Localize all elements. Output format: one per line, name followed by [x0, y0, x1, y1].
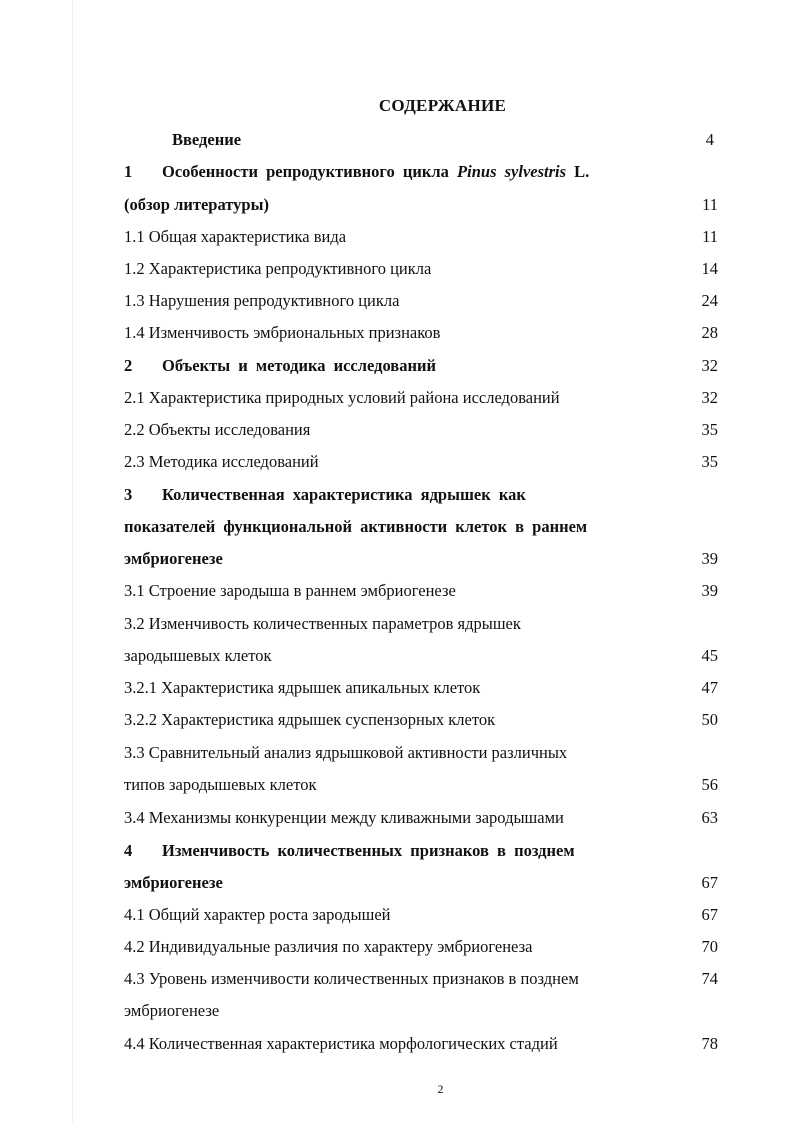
- toc-entry-label: 1.4 Изменчивость эмбриональных признаков: [124, 323, 441, 342]
- toc-entry-label: 4.3 Уровень изменчивости количественных признаков в позднем: [124, 969, 579, 988]
- toc-entry-label: 4.1 Общий характер роста зародышей: [124, 905, 391, 924]
- toc-entry-4-3-cont[interactable]: [124, 999, 718, 1023]
- toc-entry-page: 32: [701, 356, 718, 375]
- toc-entry-label: 1.1 Общая характеристика вида: [124, 227, 347, 246]
- toc-entry-label: 1.2 Характеристика репродуктивного цикла: [124, 259, 432, 278]
- toc-entry-label: эмбриогенезе: [124, 549, 223, 568]
- toc-entry-label: 3.4 Механизмы конкуренции между кливажными зародышами: [124, 808, 564, 827]
- toc-entry-3-3-cont[interactable]: [124, 773, 718, 797]
- toc-entry-label: [124, 354, 436, 378]
- toc-entry-introduction[interactable]: [124, 128, 718, 152]
- toc-entry-page: 45: [701, 646, 718, 665]
- toc-entry-page: 4: [705, 130, 714, 149]
- page-title: СОДЕРЖАНИЕ: [378, 96, 507, 115]
- toc-entry-page: 32: [701, 388, 718, 407]
- toc-entry-label: показателей функциональной активности клеток в раннем: [124, 517, 588, 536]
- toc-entry-4-2[interactable]: [124, 935, 718, 959]
- toc-entry-page: 67: [701, 905, 718, 924]
- toc-entry-3-2-cont[interactable]: [124, 644, 718, 668]
- chapter-title-text: Изменчивость количественных признаков в позднем: [162, 841, 575, 860]
- page-number: 2: [437, 1082, 444, 1096]
- toc-entry-page: 28: [701, 323, 718, 342]
- toc-entry-chapter-4-cont[interactable]: [124, 871, 718, 895]
- toc-entry-label: [124, 839, 575, 863]
- toc-entry-page: 11: [702, 195, 718, 214]
- toc-entry-page: 14: [701, 259, 718, 278]
- toc-entry-label: 4.4 Количественная характеристика морфологических стадий: [124, 1034, 558, 1053]
- toc-entry-label: 2.3 Методика исследований: [124, 452, 319, 471]
- chapter-number: 4: [124, 841, 133, 860]
- toc-entry-4-1[interactable]: [124, 903, 718, 927]
- toc-entry-chapter-2[interactable]: [124, 354, 718, 378]
- toc-entry-label: 4.2 Индивидуальные различия по характеру эмбриогенеза: [124, 937, 533, 956]
- toc-entry-page: 56: [701, 775, 718, 794]
- toc-entry-label: [124, 160, 589, 184]
- toc-entry-page: 35: [701, 420, 718, 439]
- chapter-number: 2: [124, 356, 133, 375]
- toc-entry-3-2-2[interactable]: [124, 708, 718, 732]
- toc-entry-chapter-3-cont[interactable]: [124, 515, 718, 539]
- toc-entry-label: 3.3 Сравнительный анализ ядрышковой активности различных: [124, 743, 568, 762]
- chapter-number: 3: [124, 485, 133, 504]
- toc-entry-label: 3.2.2 Характеристика ядрышек суспензорных клеток: [124, 710, 496, 729]
- toc-entry-3-2-1[interactable]: [124, 676, 718, 700]
- toc-entry-3-2[interactable]: [124, 612, 718, 636]
- toc-entry-page: 39: [701, 581, 718, 600]
- toc-entry-3-3[interactable]: [124, 741, 718, 765]
- toc-entry-chapter-4[interactable]: [124, 839, 718, 863]
- chapter-title-tail: L.: [574, 162, 590, 181]
- toc-entry-page: 35: [701, 452, 718, 471]
- toc-entry-label: эмбриогенезе: [124, 1001, 220, 1020]
- toc-entry-label: [124, 483, 526, 507]
- toc-entry-4-3[interactable]: [124, 967, 718, 991]
- toc-entry-page: 47: [701, 678, 718, 697]
- toc-entry-page: 50: [701, 710, 718, 729]
- toc-entry-label: 2.2 Объекты исследования: [124, 420, 311, 439]
- toc-entry-chapter-1[interactable]: [124, 160, 718, 184]
- toc-entry-label: эмбриогенезе: [124, 873, 223, 892]
- toc-entry-page: 39: [701, 549, 718, 568]
- chapter-title-text: Объекты и методика исследований: [162, 356, 436, 375]
- toc-entry-page: 70: [701, 937, 718, 956]
- toc-entry-label: 1.3 Нарушения репродуктивного цикла: [124, 291, 400, 310]
- toc-entry-1-3[interactable]: [124, 289, 718, 313]
- toc-entry-label: 3.2.1 Характеристика ядрышек апикальных клеток: [124, 678, 481, 697]
- toc-entry-2-3[interactable]: [124, 450, 718, 474]
- toc-entry-2-1[interactable]: [124, 386, 718, 410]
- chapter-title-text: Количественная характеристика ядрышек как: [162, 485, 526, 504]
- chapter-number: 1: [124, 162, 133, 181]
- chapter-title-text: Особенности репродуктивного цикла: [162, 162, 449, 181]
- toc-entry-chapter-3[interactable]: [124, 483, 718, 507]
- toc-entry-page: 11: [702, 227, 718, 246]
- toc-entry-page: 63: [701, 808, 718, 827]
- toc-entry-page: 78: [701, 1034, 718, 1053]
- toc-entry-label: 2.1 Характеристика природных условий района исследований: [124, 388, 560, 407]
- toc-entry-label: (обзор литературы): [124, 195, 269, 214]
- toc-entry-page: 74: [701, 969, 718, 988]
- toc-entry-label: 3.1 Строение зародыша в раннем эмбриогенезе: [124, 581, 456, 600]
- toc-entry-label: 3.2 Изменчивость количественных параметров ядрышек: [124, 614, 521, 633]
- toc-entry-4-4[interactable]: [124, 1032, 718, 1056]
- toc-entry-3-1[interactable]: [124, 579, 718, 603]
- toc-entry-1-2[interactable]: [124, 257, 718, 281]
- chapter-title-species: Pinus sylvestris: [457, 162, 567, 181]
- toc-entry-label: зародышевых клеток: [124, 646, 272, 665]
- toc-entry-chapter-1-cont[interactable]: [124, 193, 718, 217]
- toc-entry-page: 24: [701, 291, 718, 310]
- toc-entry-1-4[interactable]: [124, 321, 718, 345]
- toc-entry-label: типов зародышевых клеток: [124, 775, 317, 794]
- toc-entry-chapter-3-end[interactable]: [124, 547, 718, 571]
- toc-entry-3-4[interactable]: [124, 806, 718, 830]
- toc-entry-1-1[interactable]: [124, 225, 718, 249]
- toc-entry-2-2[interactable]: [124, 418, 718, 442]
- toc-entry-label: Введение: [172, 130, 242, 149]
- toc-entry-page: 67: [701, 873, 718, 892]
